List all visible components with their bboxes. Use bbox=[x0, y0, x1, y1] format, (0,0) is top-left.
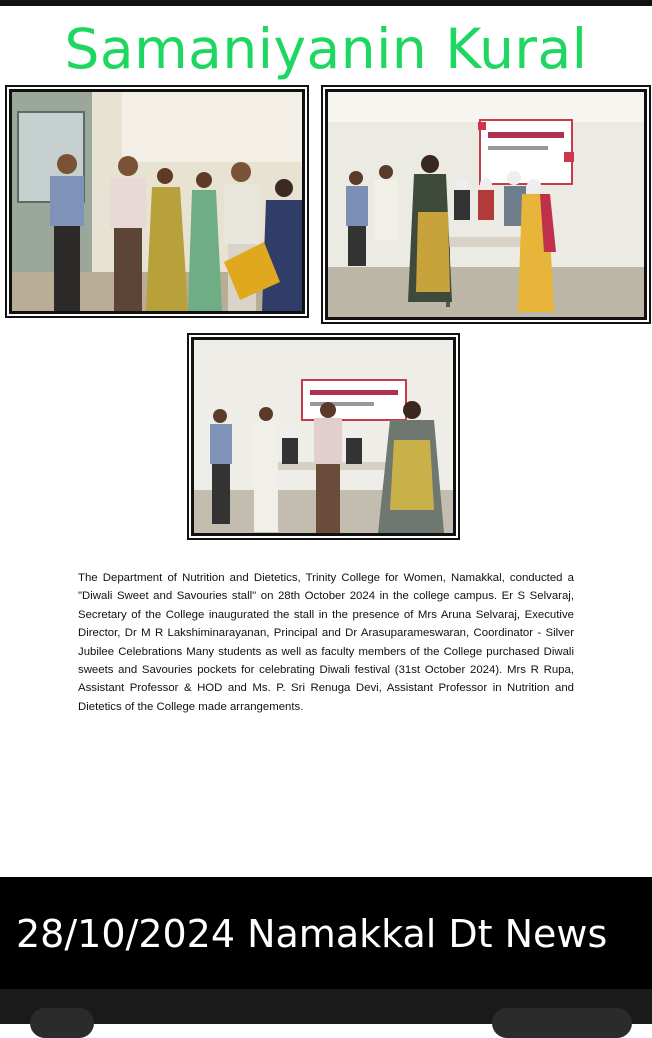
photo-inauguration-illustration bbox=[12, 92, 302, 311]
event-photo-inauguration bbox=[9, 89, 305, 314]
footer-caption: 28/10/2024 Namakkal Dt News bbox=[16, 912, 608, 956]
masthead-title: Samaniyanin Kural bbox=[64, 16, 588, 81]
footer-banner bbox=[0, 877, 652, 989]
masthead bbox=[0, 6, 652, 84]
photo-purchase-illustration bbox=[194, 340, 453, 533]
toolbar-button-right[interactable] bbox=[492, 1008, 632, 1038]
toolbar-button-left[interactable] bbox=[30, 1008, 94, 1038]
article-body: The Department of Nutrition and Dietetics, Trinity College for Women, Namakkal, conducted a "Diwali Sweet and Savouries stall" on 28th October 2024 in the college campus. Er S Selvaraj, Secretary of the College inaugurated the stall in the presence of Mrs Aruna Selvaraj, Executive Director, Dr M R Lakshiminarayanan, Principal and Dr Arasuparameswaran, Coordinator - Silver Jubilee Celebrations Many students as well as faculty members of the College purchased Diwali sweets and Savouries pockets for celebrating Diwali festival (31st October 2024). Mrs R Rupa, Assistant Professor & HOD and Ms. P. Sri Renuga Devi, Assistant Professor in Nutrition and Dietetics of the College made arrangements. bbox=[78, 572, 574, 713]
event-photo-purchase bbox=[191, 337, 456, 536]
event-photo-stall bbox=[325, 89, 647, 320]
photo-stall-illustration bbox=[328, 92, 644, 317]
